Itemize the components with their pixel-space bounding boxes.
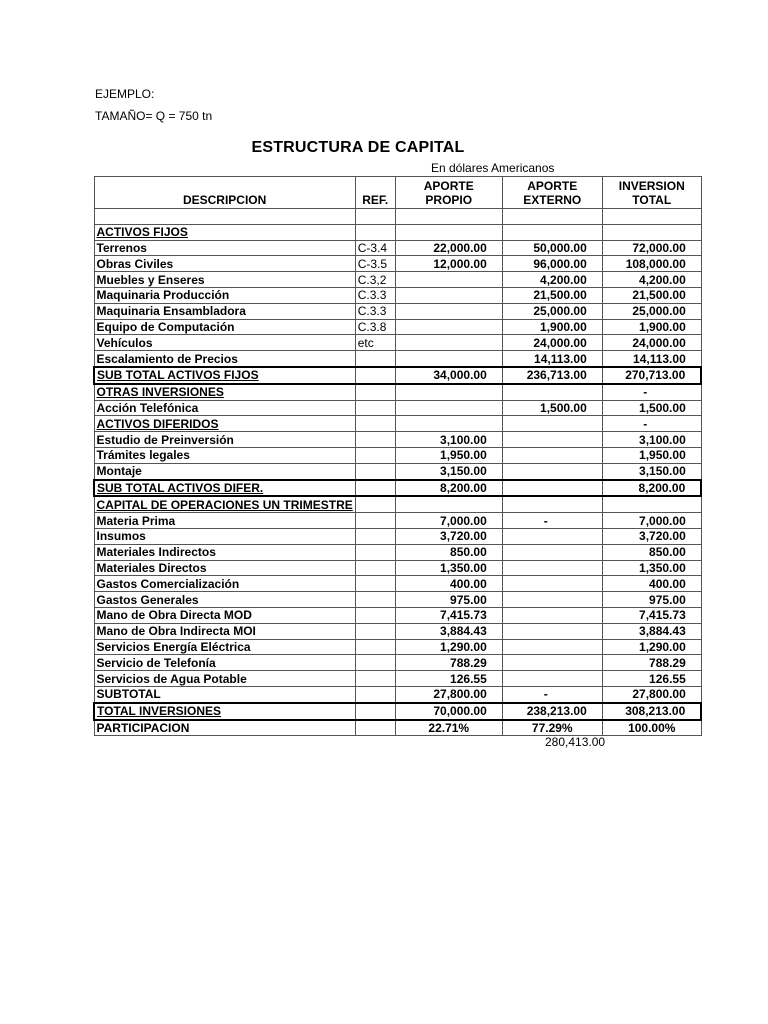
cell-propio [395, 209, 502, 225]
cell-desc: Insumos [94, 528, 355, 544]
cell-externo [502, 655, 602, 671]
cell-ref: C.3.3 [355, 287, 395, 303]
cell-total: 1,290.00 [602, 639, 701, 655]
cell-externo [502, 480, 602, 497]
cell-total: - [602, 384, 701, 400]
cell-externo [502, 463, 602, 479]
cell-desc: Trámites legales [94, 447, 355, 463]
cell-externo [502, 607, 602, 623]
table-row [94, 463, 701, 479]
cell-propio [395, 416, 502, 432]
cell-total [602, 209, 701, 225]
cell-ref [355, 224, 395, 240]
table-row [94, 671, 701, 687]
cell-propio [395, 287, 502, 303]
table-row [94, 639, 701, 655]
table-row [94, 544, 701, 560]
table-row [94, 240, 701, 256]
cell-propio: 1,350.00 [395, 560, 502, 576]
cell-desc: Mano de Obra Directa MOD [94, 607, 355, 623]
cell-propio: 3,720.00 [395, 528, 502, 544]
cell-total: 270,713.00 [602, 367, 701, 384]
cell-externo: 21,500.00 [502, 287, 602, 303]
cell-desc: PARTICIPACION [94, 720, 355, 736]
cell-ref [355, 351, 395, 367]
section-row [94, 416, 701, 432]
cell-propio [395, 272, 502, 288]
cell-propio: 3,884.43 [395, 623, 502, 639]
table-row [94, 432, 701, 448]
cell-desc: ACTIVOS DIFERIDOS [94, 416, 355, 432]
table-row [94, 607, 701, 623]
cell-total: 21,500.00 [602, 287, 701, 303]
cell-desc: Escalamiento de Precios [94, 351, 355, 367]
cell-externo: - [502, 513, 602, 529]
table-body [94, 209, 701, 736]
table-row [94, 720, 701, 736]
header-aporte-propio-line1: APORTE [423, 179, 474, 193]
cell-externo [502, 528, 602, 544]
cell-total: 400.00 [602, 576, 701, 592]
cell-propio: 1,950.00 [395, 447, 502, 463]
cell-externo [502, 496, 602, 512]
cell-ref [355, 463, 395, 479]
cell-externo [502, 209, 602, 225]
cell-total: 3,884.43 [602, 623, 701, 639]
cell-ref [355, 639, 395, 655]
cell-externo [502, 671, 602, 687]
cell-ref [355, 703, 395, 720]
cell-propio: 8,200.00 [395, 480, 502, 497]
subtotal-row [94, 367, 701, 384]
cell-propio [395, 303, 502, 319]
cell-propio [395, 351, 502, 367]
table-row [94, 272, 701, 288]
table-row [94, 319, 701, 335]
table-row [94, 528, 701, 544]
table-row [94, 400, 701, 416]
cell-desc: OTRAS INVERSIONES [94, 384, 355, 400]
cell-ref [355, 513, 395, 529]
cell-propio [395, 335, 502, 351]
cell-externo [502, 384, 602, 400]
cell-ref [355, 655, 395, 671]
cell-externo: 77.29% [502, 720, 602, 736]
table-row [94, 560, 701, 576]
cell-desc: Servicio de Telefonía [94, 655, 355, 671]
header-inversion-total-line1: INVERSION [618, 179, 685, 193]
cell-desc: CAPITAL DE OPERACIONES UN TRIMESTRE [94, 496, 355, 512]
cell-ref: C-3.5 [355, 256, 395, 272]
cell-externo [502, 560, 602, 576]
footnote-value: 280,413.00 [545, 735, 606, 749]
subtotal-row [94, 703, 701, 720]
cell-propio [395, 384, 502, 400]
cell-desc: Servicios de Agua Potable [94, 671, 355, 687]
cell-desc: Materiales Directos [94, 560, 355, 576]
cell-desc: Equipo de Computación [94, 319, 355, 335]
table-header-row [94, 177, 701, 209]
table-row [94, 623, 701, 639]
header-description: DESCRIPCION [94, 177, 355, 209]
cell-externo: 14,113.00 [502, 351, 602, 367]
cell-desc: TOTAL INVERSIONES [94, 703, 355, 720]
cell-desc: Mano de Obra Indirecta MOI [94, 623, 355, 639]
header-inversion-total [602, 177, 701, 209]
table-row [94, 513, 701, 529]
cell-externo [502, 623, 602, 639]
cell-ref [355, 607, 395, 623]
cell-propio: 400.00 [395, 576, 502, 592]
cell-ref [355, 576, 395, 592]
cell-externo [502, 544, 602, 560]
cell-propio: 22.71% [395, 720, 502, 736]
cell-ref: etc [355, 335, 395, 351]
cell-desc: Maquinaria Producción [94, 287, 355, 303]
cell-desc [94, 209, 355, 225]
cell-ref [355, 528, 395, 544]
cell-total: 1,350.00 [602, 560, 701, 576]
cell-externo [502, 447, 602, 463]
cell-propio: 7,415.73 [395, 607, 502, 623]
cell-externo [502, 432, 602, 448]
cell-ref: C-3.4 [355, 240, 395, 256]
cell-total: 788.29 [602, 655, 701, 671]
cell-desc: Gastos Generales [94, 592, 355, 608]
cell-total: 4,200.00 [602, 272, 701, 288]
header-aporte-externo-line1: APORTE [527, 179, 578, 193]
section-row [94, 224, 701, 240]
cell-desc: Materiales Indirectos [94, 544, 355, 560]
cell-ref: C.3.3 [355, 303, 395, 319]
cell-externo: 1,900.00 [502, 319, 602, 335]
cell-total: 24,000.00 [602, 335, 701, 351]
cell-ref [355, 671, 395, 687]
cell-externo: 50,000.00 [502, 240, 602, 256]
cell-total: 1,900.00 [602, 319, 701, 335]
currency-subtitle: En dólares Americanos [431, 161, 555, 175]
section-row [94, 384, 701, 400]
cell-propio: 7,000.00 [395, 513, 502, 529]
cell-externo: - [502, 686, 602, 702]
cell-total: 7,000.00 [602, 513, 701, 529]
cell-ref: C.3.8 [355, 319, 395, 335]
cell-propio [395, 319, 502, 335]
table-row [94, 256, 701, 272]
cell-propio: 34,000.00 [395, 367, 502, 384]
cell-externo: 4,200.00 [502, 272, 602, 288]
cell-total: 72,000.00 [602, 240, 701, 256]
cell-propio: 126.55 [395, 671, 502, 687]
cell-ref [355, 496, 395, 512]
cell-ref [355, 447, 395, 463]
cell-ref [355, 384, 395, 400]
cell-externo: 236,713.00 [502, 367, 602, 384]
cell-externo: 238,213.00 [502, 703, 602, 720]
cell-total: 975.00 [602, 592, 701, 608]
cell-ref [355, 720, 395, 736]
cell-desc: Gastos Comercialización [94, 576, 355, 592]
cell-total: 100.00% [602, 720, 701, 736]
cell-total [602, 224, 701, 240]
cell-propio: 975.00 [395, 592, 502, 608]
header-ref: REF. [355, 177, 395, 209]
cell-desc: SUBTOTAL [94, 686, 355, 702]
cell-externo: 96,000.00 [502, 256, 602, 272]
cell-desc: ACTIVOS FIJOS [94, 224, 355, 240]
cell-desc: Muebles y Enseres [94, 272, 355, 288]
cell-total: 25,000.00 [602, 303, 701, 319]
cell-ref: C.3,2 [355, 272, 395, 288]
cell-ref [355, 592, 395, 608]
cell-externo [502, 224, 602, 240]
size-label: TAMAÑO= Q = 750 tn [95, 109, 213, 123]
cell-total: 8,200.00 [602, 480, 701, 497]
cell-desc: Obras Civiles [94, 256, 355, 272]
cell-total: 3,100.00 [602, 432, 701, 448]
cell-propio: 70,000.00 [395, 703, 502, 720]
table-row [94, 303, 701, 319]
cell-total: - [602, 416, 701, 432]
capital-structure-table [93, 176, 702, 736]
cell-desc: Montaje [94, 463, 355, 479]
table-row [94, 335, 701, 351]
cell-externo: 25,000.00 [502, 303, 602, 319]
cell-total: 1,500.00 [602, 400, 701, 416]
cell-desc: SUB TOTAL ACTIVOS FIJOS [94, 367, 355, 384]
cell-ref [355, 544, 395, 560]
table-row [94, 686, 701, 702]
cell-propio: 3,100.00 [395, 432, 502, 448]
header-aporte-propio [395, 177, 502, 209]
cell-propio: 12,000.00 [395, 256, 502, 272]
cell-desc: Terrenos [94, 240, 355, 256]
cell-externo: 24,000.00 [502, 335, 602, 351]
cell-propio: 850.00 [395, 544, 502, 560]
cell-propio: 22,000.00 [395, 240, 502, 256]
cell-ref [355, 367, 395, 384]
cell-ref [355, 432, 395, 448]
cell-total: 308,213.00 [602, 703, 701, 720]
cell-propio: 27,800.00 [395, 686, 502, 702]
table-row [94, 655, 701, 671]
cell-externo [502, 592, 602, 608]
cell-ref [355, 400, 395, 416]
cell-desc: Materia Prima [94, 513, 355, 529]
subtotal-row [94, 480, 701, 497]
cell-ref [355, 209, 395, 225]
cell-ref [355, 560, 395, 576]
cell-total [602, 496, 701, 512]
cell-externo [502, 576, 602, 592]
cell-desc: SUB TOTAL ACTIVOS DIFER. [94, 480, 355, 497]
example-label: EJEMPLO: [95, 87, 155, 101]
cell-total: 3,720.00 [602, 528, 701, 544]
cell-total: 14,113.00 [602, 351, 701, 367]
cell-total: 108,000.00 [602, 256, 701, 272]
cell-propio [395, 400, 502, 416]
page-title: ESTRUCTURA DE CAPITAL [251, 139, 465, 156]
table-row [94, 209, 701, 225]
table-row [94, 592, 701, 608]
table-row [94, 287, 701, 303]
cell-propio: 3,150.00 [395, 463, 502, 479]
cell-desc: Vehículos [94, 335, 355, 351]
cell-desc: Estudio de Preinversión [94, 432, 355, 448]
cell-desc: Servicios Energía Eléctrica [94, 639, 355, 655]
header-aporte-externo-line2: EXTERNO [523, 193, 582, 207]
cell-externo [502, 416, 602, 432]
cell-total: 1,950.00 [602, 447, 701, 463]
table-row [94, 447, 701, 463]
cell-ref [355, 623, 395, 639]
cell-total: 27,800.00 [602, 686, 701, 702]
cell-propio [395, 224, 502, 240]
header-inversion-total-line2: TOTAL [632, 193, 672, 207]
cell-total: 3,150.00 [602, 463, 701, 479]
section-row [94, 496, 701, 512]
cell-total: 7,415.73 [602, 607, 701, 623]
cell-propio: 788.29 [395, 655, 502, 671]
cell-total: 126.55 [602, 671, 701, 687]
cell-externo: 1,500.00 [502, 400, 602, 416]
table-row [94, 351, 701, 367]
cell-ref [355, 480, 395, 497]
cell-ref [355, 686, 395, 702]
cell-desc: Acción Telefónica [94, 400, 355, 416]
cell-externo [502, 639, 602, 655]
cell-desc: Maquinaria Ensambladora [94, 303, 355, 319]
table-row [94, 576, 701, 592]
cell-propio: 1,290.00 [395, 639, 502, 655]
cell-ref [355, 416, 395, 432]
cell-total: 850.00 [602, 544, 701, 560]
header-aporte-propio-line2: PROPIO [425, 193, 473, 207]
cell-propio [395, 496, 502, 512]
header-aporte-externo [502, 177, 602, 209]
